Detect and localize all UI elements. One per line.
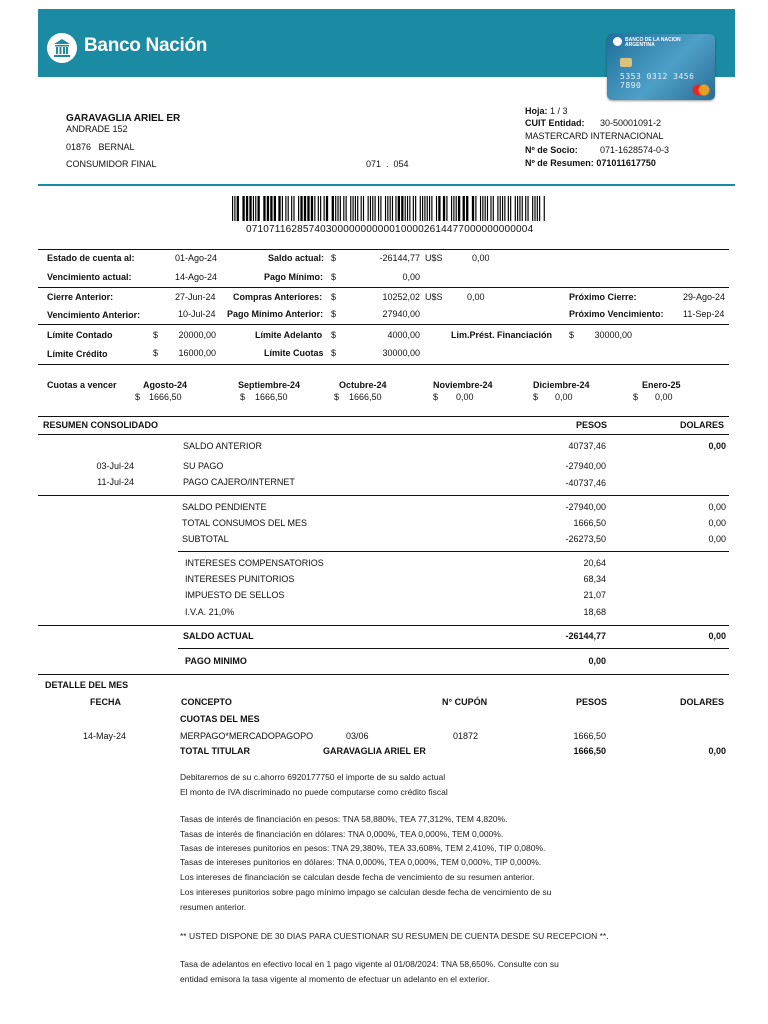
total-titular-label: TOTAL TITULAR [180,746,250,756]
subtotal-pesos: -27940,00 [565,502,606,512]
cargo-label: INTERESES COMPENSATORIOS [185,558,324,568]
mastercard-icon [691,84,711,96]
limite-adelanto-value: 4000,00 [387,330,420,340]
detalle-section-title: CUOTAS DEL MES [180,714,260,724]
barcode-image [232,196,546,221]
proximo-cierre-label: Próximo Cierre: [569,292,637,302]
cargo-label: I.V.A. 21,0% [185,607,235,617]
pago-minimo-label: Pago Mínimo: [264,272,323,282]
proximo-vencimiento-value: 11-Sep-24 [683,309,725,319]
cuota-month: Noviembre-24 [433,380,493,390]
total-titular-pesos: 1666,50 [573,746,606,756]
legal-line: El monto de IVA discriminado no puede computarse como crédito fiscal [180,787,448,797]
detalle-fecha-header: FECHA [90,697,121,707]
cierre-anterior-label: Cierre Anterior: [47,292,114,302]
subtotal-label: TOTAL CONSUMOS DEL MES [182,518,308,528]
detalle-dolares-header: DOLARES [680,697,725,707]
estado-value: 01-Ago-24 [175,253,218,263]
detalle-concepto-header: CONCEPTO [181,697,232,707]
subtotal-dolares: 0,00 [708,534,726,544]
socio-label: Nº de Socio: [525,145,578,155]
legal-line: entidad emisora la tasa vigente al momento de efectuar un adelanto en el exterior. [180,974,490,984]
cuit-label: CUIT Entidad: [525,118,585,128]
saldo-value: -26144,77 [379,253,420,263]
cargo-label: IMPUESTO DE SELLOS [185,590,285,600]
card-brand: MASTERCARD INTERNACIONAL [525,131,664,141]
barcode-number: 07107116285740300000000000100002614477000000000004 [246,224,534,235]
proximo-cierre-value: 29-Ago-24 [683,292,726,302]
page-value: 1 / 3 [550,106,568,116]
resumen-rule-2 [38,495,729,496]
page-indicator [525,106,568,116]
resumen-dolares-header: DOLARES [680,420,725,430]
saldo-anterior-dolares: 0,00 [708,441,726,451]
legal-line: Los intereses punitorios sobre pago mínimo impago se calculan desde fecha de vencimiento de su [180,887,552,897]
saldo-usd-value: 0,00 [472,253,490,263]
saldo-anterior-pesos: 40737,46 [568,441,606,451]
branch-code: 071 . 054 [366,159,409,169]
cuota-currency: $ [135,392,141,402]
saldo-actual-pesos: -26144,77 [565,631,606,641]
saldo-usd-currency: U$S [425,253,443,263]
card-bank-name: BANCO DE LA NACION ARGENTINA [625,37,681,48]
compras-anteriores-label: Compras Anteriores: [233,292,323,302]
cuotas-label: Cuotas a vencer [47,380,117,390]
saldo-label: Saldo actual: [268,253,325,263]
subtotal-pesos: -26273,50 [565,534,606,544]
client-city: 01876 BERNAL [66,142,135,152]
limite-credito-currency: $ [153,348,159,358]
cuota-currency: $ [240,392,246,402]
card-chip-icon [620,58,632,67]
resumen-rule-5 [178,648,729,649]
legal-line: Los intereses de financiación se calculan desde fecha de vencimiento de su resumen anterior. [180,872,535,882]
legal-line: ** USTED DISPONE DE 30 DIAS PARA CUESTIONAR SU RESUMEN DE CUENTA DESDE SU RECEPCION **. [180,931,609,941]
pago-date: 11-Jul-24 [97,477,134,487]
vencimiento-anterior-label: Vencimiento Anterior: [47,310,141,320]
cuota-currency: $ [633,392,639,402]
cargo-pesos: 21,07 [583,590,606,600]
total-titular-name: GARAVAGLIA ARIEL ER [323,746,426,756]
bank-name: Banco Nación [84,35,208,56]
summary-rule-3 [38,324,729,325]
summary-rule-4 [38,364,729,365]
vencimiento-label: Vencimiento actual: [47,272,132,282]
resumen-value: 071011617750 [596,158,656,168]
resumen-pesos-header: PESOS [576,420,608,430]
compras-usd-value: 0,00 [467,292,485,302]
detalle-cuota: 03/06 [346,731,369,741]
limite-contado-label: Límite Contado [47,330,113,340]
card-number: 5353 0312 3456 7890 [620,72,695,90]
limite-cuotas-value: 30000,00 [382,348,420,358]
cuota-month: Septiembre-24 [238,380,301,390]
resumen-rule-3 [178,551,729,552]
saldo-actual-dolares: 0,00 [708,631,726,641]
subtotal-dolares: 0,00 [708,502,726,512]
socio-value: 071-1628574-0-3 [600,145,670,155]
lim-prestamo-label: Lim.Prést. Financiación [451,330,553,340]
pago-minimo-value: 0,00 [402,272,420,282]
card-bank-icon [613,37,622,46]
cuota-value: 0,00 [655,392,673,402]
pago-pesos: -40737,46 [565,478,606,488]
pago-label: SU PAGO [183,461,224,471]
pago-minimo-anterior-label: Pago Mínimo Anterior: [227,309,324,319]
pago-label: PAGO CAJERO/INTERNET [183,477,295,487]
summary-top-rule [38,249,729,250]
subtotal-label: SALDO PENDIENTE [182,502,267,512]
client-tax-status: CONSUMIDOR FINAL [66,159,157,169]
page-label: Hoja: [525,106,548,116]
pago-minimo-row-label: PAGO MINIMO [185,656,247,666]
cuota-value: 1666,50 [255,392,288,402]
compras-value: 10252,02 [382,292,420,302]
pmin-anterior-value: 27940,00 [382,309,420,319]
cuota-month: Diciembre-24 [533,380,590,390]
subtotal-label: SUBTOTAL [182,534,229,544]
resumen-label: Nº de Resumen: [525,158,594,168]
pmin-anterior-currency: $ [331,309,337,319]
vencimiento-anterior-value: 10-Jul-24 [178,309,216,319]
detalle-cupon: 01872 [453,731,479,741]
lim-prestamo-value: 30000,00 [594,330,632,340]
limite-credito-label: Límite Crédito [47,349,108,359]
legal-line: Tasas de intereses punitorios en pesos: TNA 29,380%, TEA 33,608%, TEM 2,410%, TIP 0,080%. [180,843,546,853]
resumen-number [525,158,656,168]
resumen-header-rule [38,434,729,435]
header-divider [38,184,735,186]
detalle-pesos-header: PESOS [576,697,608,707]
resumen-rule-4 [38,625,729,626]
bank-banner [0,0,768,94]
pago-date: 03-Jul-24 [96,461,134,471]
client-address: ANDRADE 152 [66,124,128,134]
cierre-anterior-value: 27-Jun-24 [175,292,216,302]
legal-line: resumen anterior. [180,902,247,912]
client-name: GARAVAGLIA ARIEL ER [66,113,181,124]
detalle-fecha: 14-May-24 [82,731,126,741]
pago-pesos: -27940,00 [565,461,606,471]
cuota-value: 0,00 [555,392,573,402]
summary-rule-2 [38,287,729,288]
bank-building-icon [47,33,77,63]
cuota-value: 1666,50 [149,392,182,402]
cuota-value: 0,00 [456,392,474,402]
pago-minimo-currency: $ [331,272,337,282]
compras-usd-currency: U$S [425,292,443,302]
credit-card-image [607,34,715,100]
vencimiento-value: 14-Ago-24 [175,272,218,282]
limite-cuotas-currency: $ [331,348,337,358]
bank-logo [47,33,247,63]
resumen-top-rule [38,416,729,417]
detalle-pesos: 1666,50 [573,731,606,741]
legal-line: Tasas de interés de financiación en pesos: TNA 58,880%, TEA 77,312%, TEM 4,820%. [180,814,508,824]
cuota-month: Enero-25 [642,380,681,390]
limite-cuotas-label: Límite Cuotas [264,348,324,358]
cargo-pesos: 68,34 [583,574,606,584]
compras-currency: $ [331,292,337,302]
detalle-concepto: MERPAGO*MERCADOPAGOPO [180,731,314,741]
legal-line: Tasas de interés de financiación en dólares: TNA 0,000%, TEA 0,000%, TEM 0,000%. [180,829,504,839]
detalle-cupon-header: N° CUPÓN [442,697,488,707]
cargo-pesos: 18,68 [583,607,606,617]
legal-line: Tasa de adelantos en efectivo local en 1 pago vigente al 01/08/2024: TNA 58,650%. Consulte con su [180,959,559,969]
subtotal-dolares: 0,00 [708,518,726,528]
resumen-bottom-rule [38,674,729,675]
resumen-title: RESUMEN CONSOLIDADO [43,420,159,430]
limite-contado-currency: $ [153,330,159,340]
estado-label: Estado de cuenta al: [47,253,135,263]
detalle-title: DETALLE DEL MES [45,680,129,690]
total-titular-dolares: 0,00 [708,746,726,756]
saldo-anterior-label: SALDO ANTERIOR [183,441,263,451]
cargo-label: INTERESES PUNITORIOS [185,574,295,584]
cuit-value: 30-50001091-2 [600,118,662,128]
subtotal-pesos: 1666,50 [573,518,606,528]
cargo-pesos: 20,64 [583,558,606,568]
saldo-currency: $ [331,253,337,263]
legal-line: Tasas de intereses punitorios en dólares: TNA 0,000%, TEA 0,000%, TEM 0,000%, TIP 0,000%. [180,857,542,867]
limite-adelanto-label: Límite Adelanto [255,330,323,340]
pago-minimo-row-pesos: 0,00 [588,656,606,666]
cuota-currency: $ [433,392,439,402]
cuota-value: 1666,50 [349,392,382,402]
limite-contado-value: 20000,00 [178,330,216,340]
cuota-currency: $ [334,392,340,402]
proximo-vencimiento-label: Próximo Vencimiento: [569,309,664,319]
cuota-currency: $ [533,392,539,402]
saldo-actual-label: SALDO ACTUAL [183,631,254,641]
limite-adelanto-currency: $ [331,330,337,340]
legal-line: Debitaremos de su c.ahorro 6920177750 el importe de su saldo actual [180,772,446,782]
lim-prestamo-currency: $ [569,330,575,340]
cuota-month: Agosto-24 [143,380,188,390]
limite-credito-value: 16000,00 [178,348,216,358]
cuota-month: Octubre-24 [339,380,387,390]
